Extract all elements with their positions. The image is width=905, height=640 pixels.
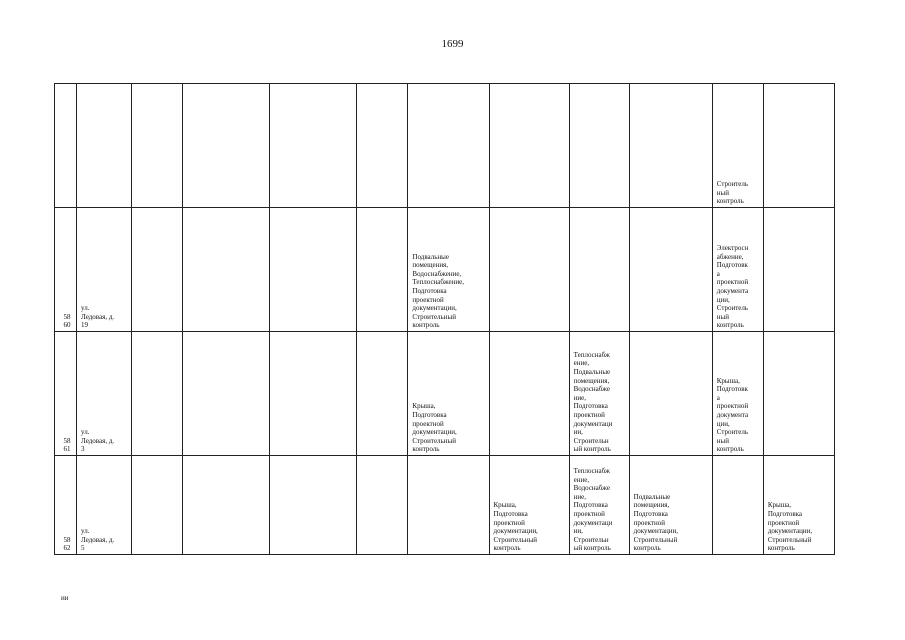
works-cell: Электросн абжение, Подготовк а проектной документа ции, Строитель ный контроль <box>712 208 763 332</box>
table-cell <box>712 456 763 555</box>
row-number-cell: 58 60 <box>55 208 77 332</box>
table-cell <box>629 332 712 456</box>
works-cell: Строитель ный контроль <box>712 84 763 208</box>
table-cell <box>569 208 629 332</box>
works-cell: Крыша, Подготовк а проектной документа ции, Строитель ный контроль <box>712 332 763 456</box>
table-cell <box>132 332 183 456</box>
table-row <box>55 332 835 456</box>
row-number-cell: 58 62 <box>55 456 77 555</box>
page-number: 1699 <box>441 38 464 50</box>
works-cell: Крыша, Подготовка проектной документации, Строительный контроль <box>763 456 834 555</box>
table-cell <box>763 208 834 332</box>
address-cell: ул. Ледовая, д. 19 <box>77 208 132 332</box>
works-cell: Крыша, Подготовка проектной документации, Строительный контроль <box>408 332 489 456</box>
address-cell <box>77 84 132 208</box>
table-cell <box>763 84 834 208</box>
row-number-cell <box>55 84 77 208</box>
works-table <box>54 83 835 555</box>
table-cell <box>629 208 712 332</box>
table-cell <box>357 332 408 456</box>
table-cell <box>270 84 357 208</box>
table-cell <box>357 84 408 208</box>
table-row <box>55 456 835 555</box>
table-cell <box>183 456 270 555</box>
works-cell: Подвальные помещения, Водоснабжение, Теплоснабжение, Подготовка проектной документации, Строительный контроль <box>408 208 489 332</box>
table-cell <box>270 208 357 332</box>
table-cell <box>408 456 489 555</box>
works-cell: Подвальные помещения, Подготовка проектной документации, Строительный контроль <box>629 456 712 555</box>
works-cell: Крыша, Подготовка проектной документации, Строительный контроль <box>489 456 569 555</box>
works-cell: Теплоснабж ение, Подвальные помещения, Водоснабже ние, Подготовка проектной документаци ии, Строительн ый контроль <box>569 332 629 456</box>
address-cell: ул. Ледовая, д. 3 <box>77 332 132 456</box>
table-cell <box>763 332 834 456</box>
address-cell: ул. Ледовая, д. 5 <box>77 456 132 555</box>
table-cell <box>183 84 270 208</box>
table-cell <box>132 456 183 555</box>
table-cell <box>183 208 270 332</box>
works-cell: Теплоснабж ение, Водоснабже ние, Подготовка проектной документаци ии, Строительн ый контроль <box>569 456 629 555</box>
table-cell <box>270 332 357 456</box>
table-cell <box>489 208 569 332</box>
table-cell <box>183 332 270 456</box>
footer-mark: ии <box>61 594 69 602</box>
table-cell <box>569 84 629 208</box>
table-row <box>55 84 835 208</box>
table-cell <box>132 84 183 208</box>
table-cell <box>489 332 569 456</box>
table-cell <box>357 208 408 332</box>
table-cell <box>132 208 183 332</box>
table-row <box>55 208 835 332</box>
table-cell <box>629 84 712 208</box>
table-cell <box>270 456 357 555</box>
table-cell <box>357 456 408 555</box>
table-cell <box>489 84 569 208</box>
table-cell <box>408 84 489 208</box>
row-number-cell: 58 61 <box>55 332 77 456</box>
